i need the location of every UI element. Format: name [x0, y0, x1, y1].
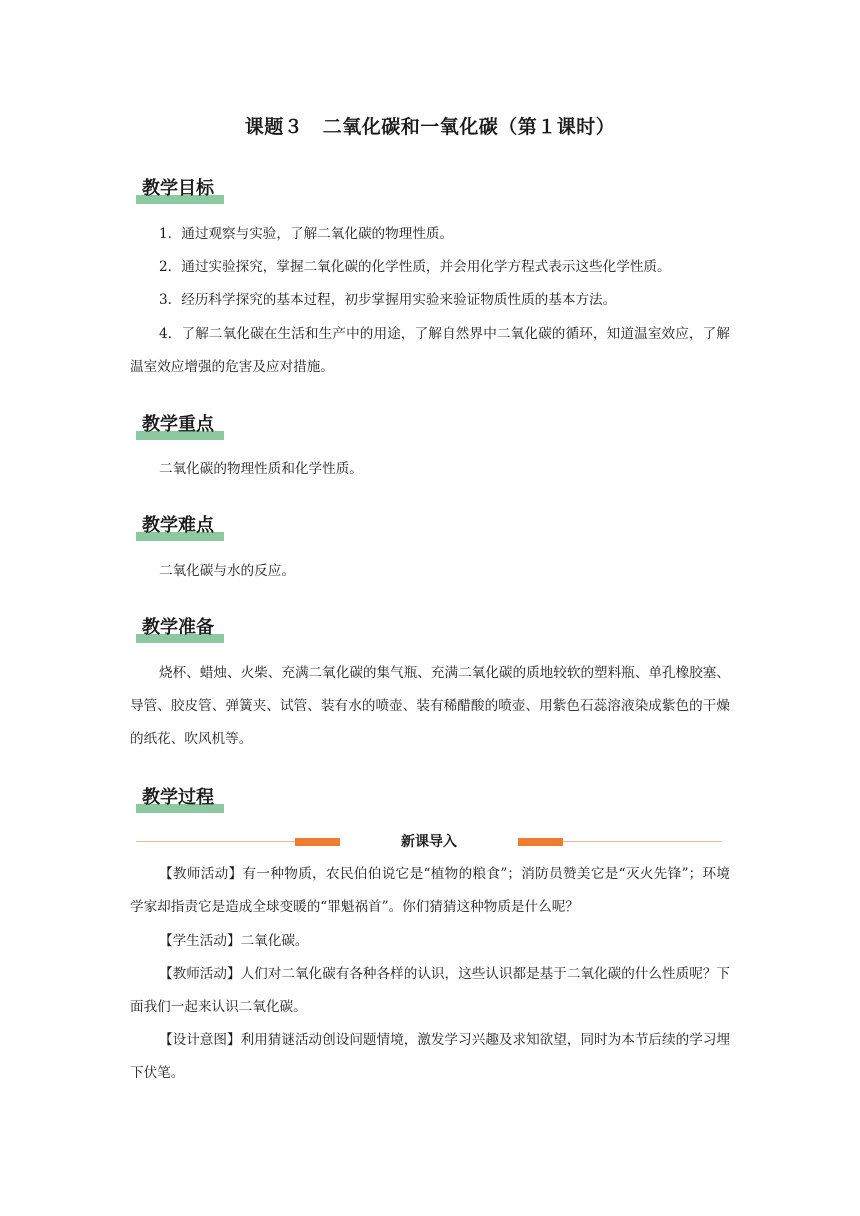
dialogue-text: 二氧化碳。	[240, 933, 309, 949]
dialogue-text: 人们对二氧化碳有各种各样的认识，这些认识都是基于二氧化碳的什么性质呢？下面我们一起来认识二氧化碳。	[130, 966, 731, 1015]
key-points-text: 二氧化碳的物理性质和化学性质。	[159, 461, 363, 477]
dialogue-tag: 【教师活动】	[159, 866, 243, 882]
dialogue-design-intent	[130, 1024, 730, 1090]
objective-item-4: 4．了解二氧化碳在生活和生产中的用途，了解自然界中二氧化碳的循环，知道温室效应，了解温室效应增强的危害及应对措施。	[130, 326, 730, 375]
subsection-label: 新课导入	[401, 834, 457, 850]
divider-dash-left	[295, 838, 340, 846]
objective-item-1: 1．通过观察与实验，了解二氧化碳的物理性质。	[159, 226, 454, 242]
page-title: 课题３ 二氧化碳和一氧化碳（第１课时）	[244, 116, 616, 138]
objective-item-2: 2．通过实验探究，掌握二氧化碳的化学性质，并会用化学方程式表示这些化学性质。	[159, 259, 671, 275]
heading-text: 教学重点	[142, 414, 214, 435]
dialogue-teacher-2	[130, 958, 730, 1024]
dialogue-text: 有一种物质，农民伯伯说它是“植物的粮食”；消防员赞美它是“灭火先锋”；环境学家却指责它是造成全球变暖的“罪魁祸首”。你们猜猜这种物质是什么呢？	[130, 866, 731, 915]
dialogue-student-1	[130, 925, 730, 958]
preparation-text: 烧杯、蜡烛、火柴、充满二氧化碳的集气瓶、充满二氧化碳的质地较软的塑料瓶、单孔橡胶塞、导管、胶皮管、弹簧夹、试管、装有水的喷壶、装有稀醋酸的喷壶、用紫色石蕊溶液染成紫色的干燥的纸花、吹风机等。	[130, 665, 730, 747]
heading-text: 教学过程	[142, 787, 214, 808]
heading-text: 教学准备	[142, 617, 214, 638]
dialogue-tag: 【学生活动】	[159, 933, 241, 949]
objective-item-3: 3．经历科学探究的基本过程，初步掌握用实验来验证物质性质的基本方法。	[159, 292, 617, 308]
heading-text: 教学难点	[142, 515, 214, 536]
dialogue-tag: 【设计意图】	[159, 1032, 241, 1048]
dialogue-text: 利用猜谜活动创设问题情境，激发学习兴趣及求知欲望，同时为本节后续的学习埋下伏笔。	[130, 1032, 731, 1081]
dialogue-tag: 【教师活动】	[159, 966, 241, 982]
dialogue-teacher-1	[130, 858, 730, 924]
heading-text: 教学目标	[142, 178, 214, 199]
difficulties-text: 二氧化碳与水的反应。	[159, 563, 295, 579]
divider-dash-right	[518, 838, 563, 846]
